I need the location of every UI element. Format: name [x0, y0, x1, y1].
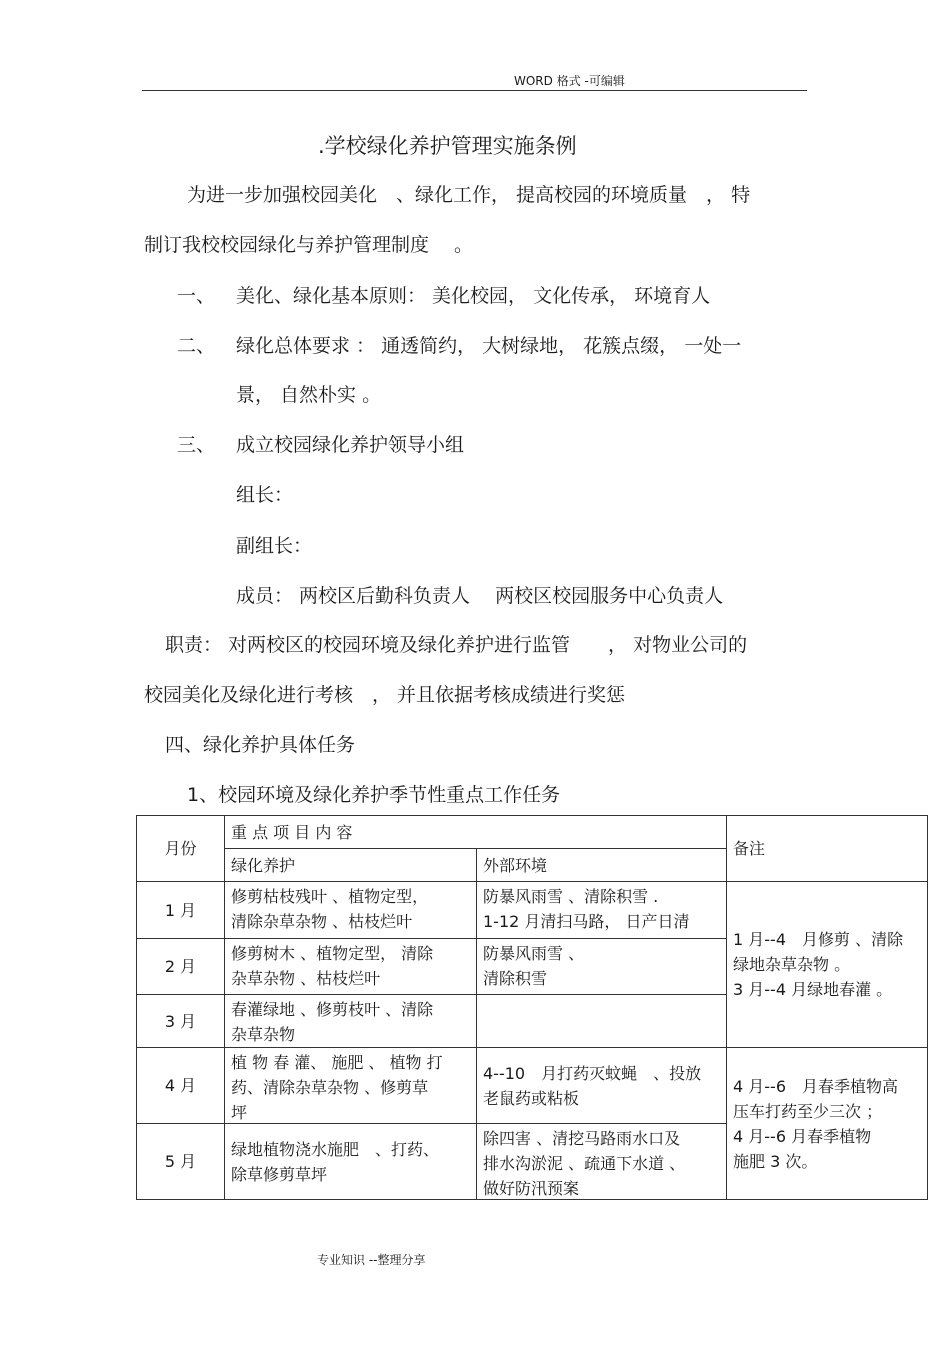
note-spring: 4 月--6 月春季植物高 压车打药至少三次 ； 4 月--6 月春季植物 施肥 3 次。 — [726, 1047, 928, 1200]
table-row-greening: 修剪树木 、植物定型， 清除 杂草杂物 、枯枝烂叶 — [224, 938, 477, 995]
table-row-month: 4 月 — [136, 1047, 225, 1124]
section-4-heading: 四、绿化养护具体任务 — [165, 734, 356, 756]
table-row-month: 2 月 — [136, 938, 225, 995]
footer-text: 专业知识 --整理分享 — [317, 1253, 426, 1267]
table-row-environment — [476, 994, 727, 1048]
duty-line-1: 职责： 对两校区的校园环境及绿化养护进行监管 ， 对物业公司的 — [165, 634, 748, 656]
table-row-environment: 4--10 月打药灭蚊蝇 、投放 老鼠药或粘板 — [476, 1047, 727, 1124]
header-text: WORD 格式 -可编辑 — [514, 74, 625, 88]
intro-line-1: 为进一步加强校园美化 、绿化工作， 提高校园的环境质量 ， 特 — [187, 184, 751, 206]
leader-label: 组长： — [236, 484, 294, 506]
section-2-number: 二、 — [177, 335, 216, 357]
table-row-greening: 绿地植物浇水施肥 、打药、 除草修剪草坪 — [224, 1123, 477, 1200]
intro-line-2: 制订我校校园绿化与养护管理制度 。 — [144, 234, 474, 256]
section-2-text-line-2: 景， 自然朴实 。 — [236, 384, 382, 406]
section-1-text: 美化、绿化基本原则： 美化校园， 文化传承， 环境育人 — [236, 285, 711, 307]
table-row-greening: 植 物 春 灌、 施肥 、 植物 打 药、清除杂草杂物 、修剪草 坪 — [224, 1047, 477, 1124]
section-1-number: 一、 — [177, 285, 216, 307]
th-key-items: 重 点 项 目 内 容 — [224, 815, 727, 849]
section-2-text-line-1: 绿化总体要求 ： 通透简约， 大树绿地， 花簇点缀， 一处一 — [236, 335, 742, 357]
th-greening: 绿化养护 — [224, 848, 477, 882]
members-line: 成员： 两校区后勤科负责人 两校区校园服务中心负责人 — [236, 585, 724, 607]
task-table — [136, 815, 928, 1200]
table-row-month: 3 月 — [136, 994, 225, 1048]
table-row-environment: 防暴风雨雪 、 清除积雪 — [476, 938, 727, 995]
th-note: 备注 — [726, 815, 928, 882]
th-month: 月份 — [136, 815, 225, 882]
section-3-text: 成立校园绿化养护领导小组 — [236, 434, 465, 456]
note-winter: 1 月--4 月修剪 、清除 绿地杂草杂物 。 3 月--4 月绿地春灌 。 — [726, 881, 928, 1048]
table-row-month: 1 月 — [136, 881, 225, 939]
section-4-1-heading: 1、校园环境及绿化养护季节性重点工作任务 — [187, 784, 561, 806]
section-3-number: 三、 — [177, 434, 216, 456]
table-row-environment: 除四害 、清挖马路雨水口及 排水沟淤泥 、疏通下水道 、 做好防汛预案 — [476, 1123, 727, 1200]
table-row-greening: 修剪枯枝残叶 、植物定型， 清除杂草杂物 、枯枝烂叶 — [224, 881, 477, 939]
vice-leader-label: 副组长： — [236, 535, 313, 557]
duty-line-2: 校园美化及绿化进行考核 ， 并且依据考核成绩进行奖惩 — [144, 684, 626, 706]
document-title: .学校绿化养护管理实施条例 — [318, 134, 577, 158]
table-row-environment: 防暴风雨雪 、清除积雪 . 1-12 月清扫马路， 日产日清 — [476, 881, 727, 939]
header-rule — [142, 90, 807, 91]
th-environment: 外部环境 — [476, 848, 727, 882]
table-row-month: 5 月 — [136, 1123, 225, 1200]
table-row-greening: 春灌绿地 、修剪枝叶 、清除 杂草杂物 — [224, 994, 477, 1048]
